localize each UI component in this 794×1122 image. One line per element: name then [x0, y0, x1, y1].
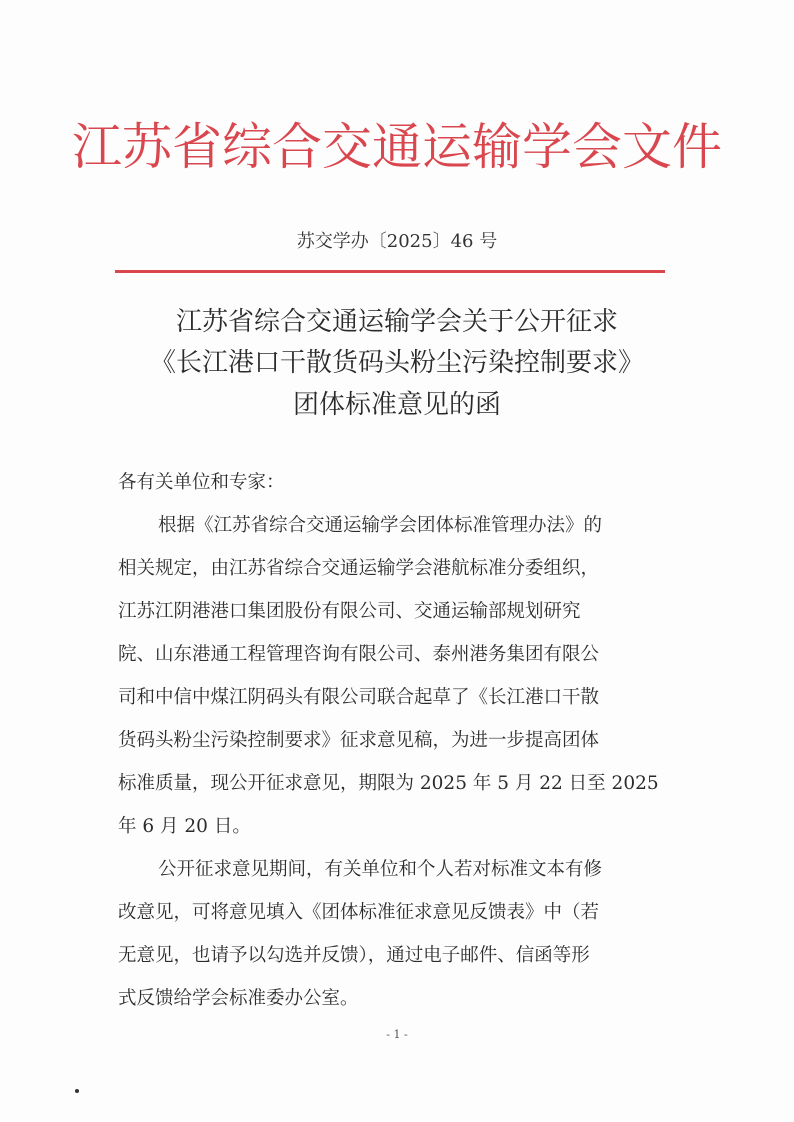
- paragraph-1-line: 院、山东港通工程管理咨询有限公司、泰州港务集团有限公: [118, 644, 600, 665]
- paragraph-1-line: 标准质量，现公开征求意见，期限为 2025 年 5 月 22 日至 2025: [118, 773, 659, 794]
- paragraph-1-line: 年 6 月 20 日。: [118, 816, 251, 837]
- scan-artifact-dot: [75, 1089, 79, 1093]
- page-number: - 1 -: [386, 1028, 408, 1041]
- paragraph-1-line: 货码头粉尘污染控制要求》征求意见稿，为进一步提高团体: [118, 730, 600, 751]
- salutation: 各有关单位和专家：: [118, 472, 285, 493]
- paragraph-2-line: 改意见，可将意见填入《团体标准征求意见反馈表》中（若: [118, 902, 600, 923]
- document-title-line-3: 团体标准意见的函: [292, 390, 501, 420]
- document-number: 苏交学办〔2025〕46 号: [296, 231, 498, 252]
- paragraph-2-line: 无意见，也请予以勾选并反馈），通过电子邮件、信函等形: [118, 945, 590, 966]
- paragraph-1-line: 相关规定，由江苏省综合交通运输学会港航标准分委组织，: [118, 558, 600, 579]
- paragraph-1-line: 根据《江苏省综合交通运输学会团体标准管理办法》的: [158, 515, 603, 536]
- paragraph-1-line: 司和中信中煤江阴码头有限公司联合起草了《长江港口干散: [118, 687, 600, 708]
- paragraph-2-line: 公开征求意见期间，有关单位和个人若对标准文本有修: [158, 859, 603, 880]
- document-header-title: 江苏省综合交通运输学会文件: [72, 118, 722, 176]
- document-title-line-2: 《长江港口干散货码头粉尘污染控制要求》: [149, 348, 644, 378]
- red-header-divider: [115, 270, 665, 273]
- paragraph-1-line: 江苏江阴港港口集团股份有限公司、交通运输部规划研究: [118, 601, 581, 622]
- document-title-line-1: 江苏省综合交通运输学会关于公开征求: [175, 307, 618, 337]
- paragraph-2-line: 式反馈给学会标准委办公室。: [118, 988, 359, 1009]
